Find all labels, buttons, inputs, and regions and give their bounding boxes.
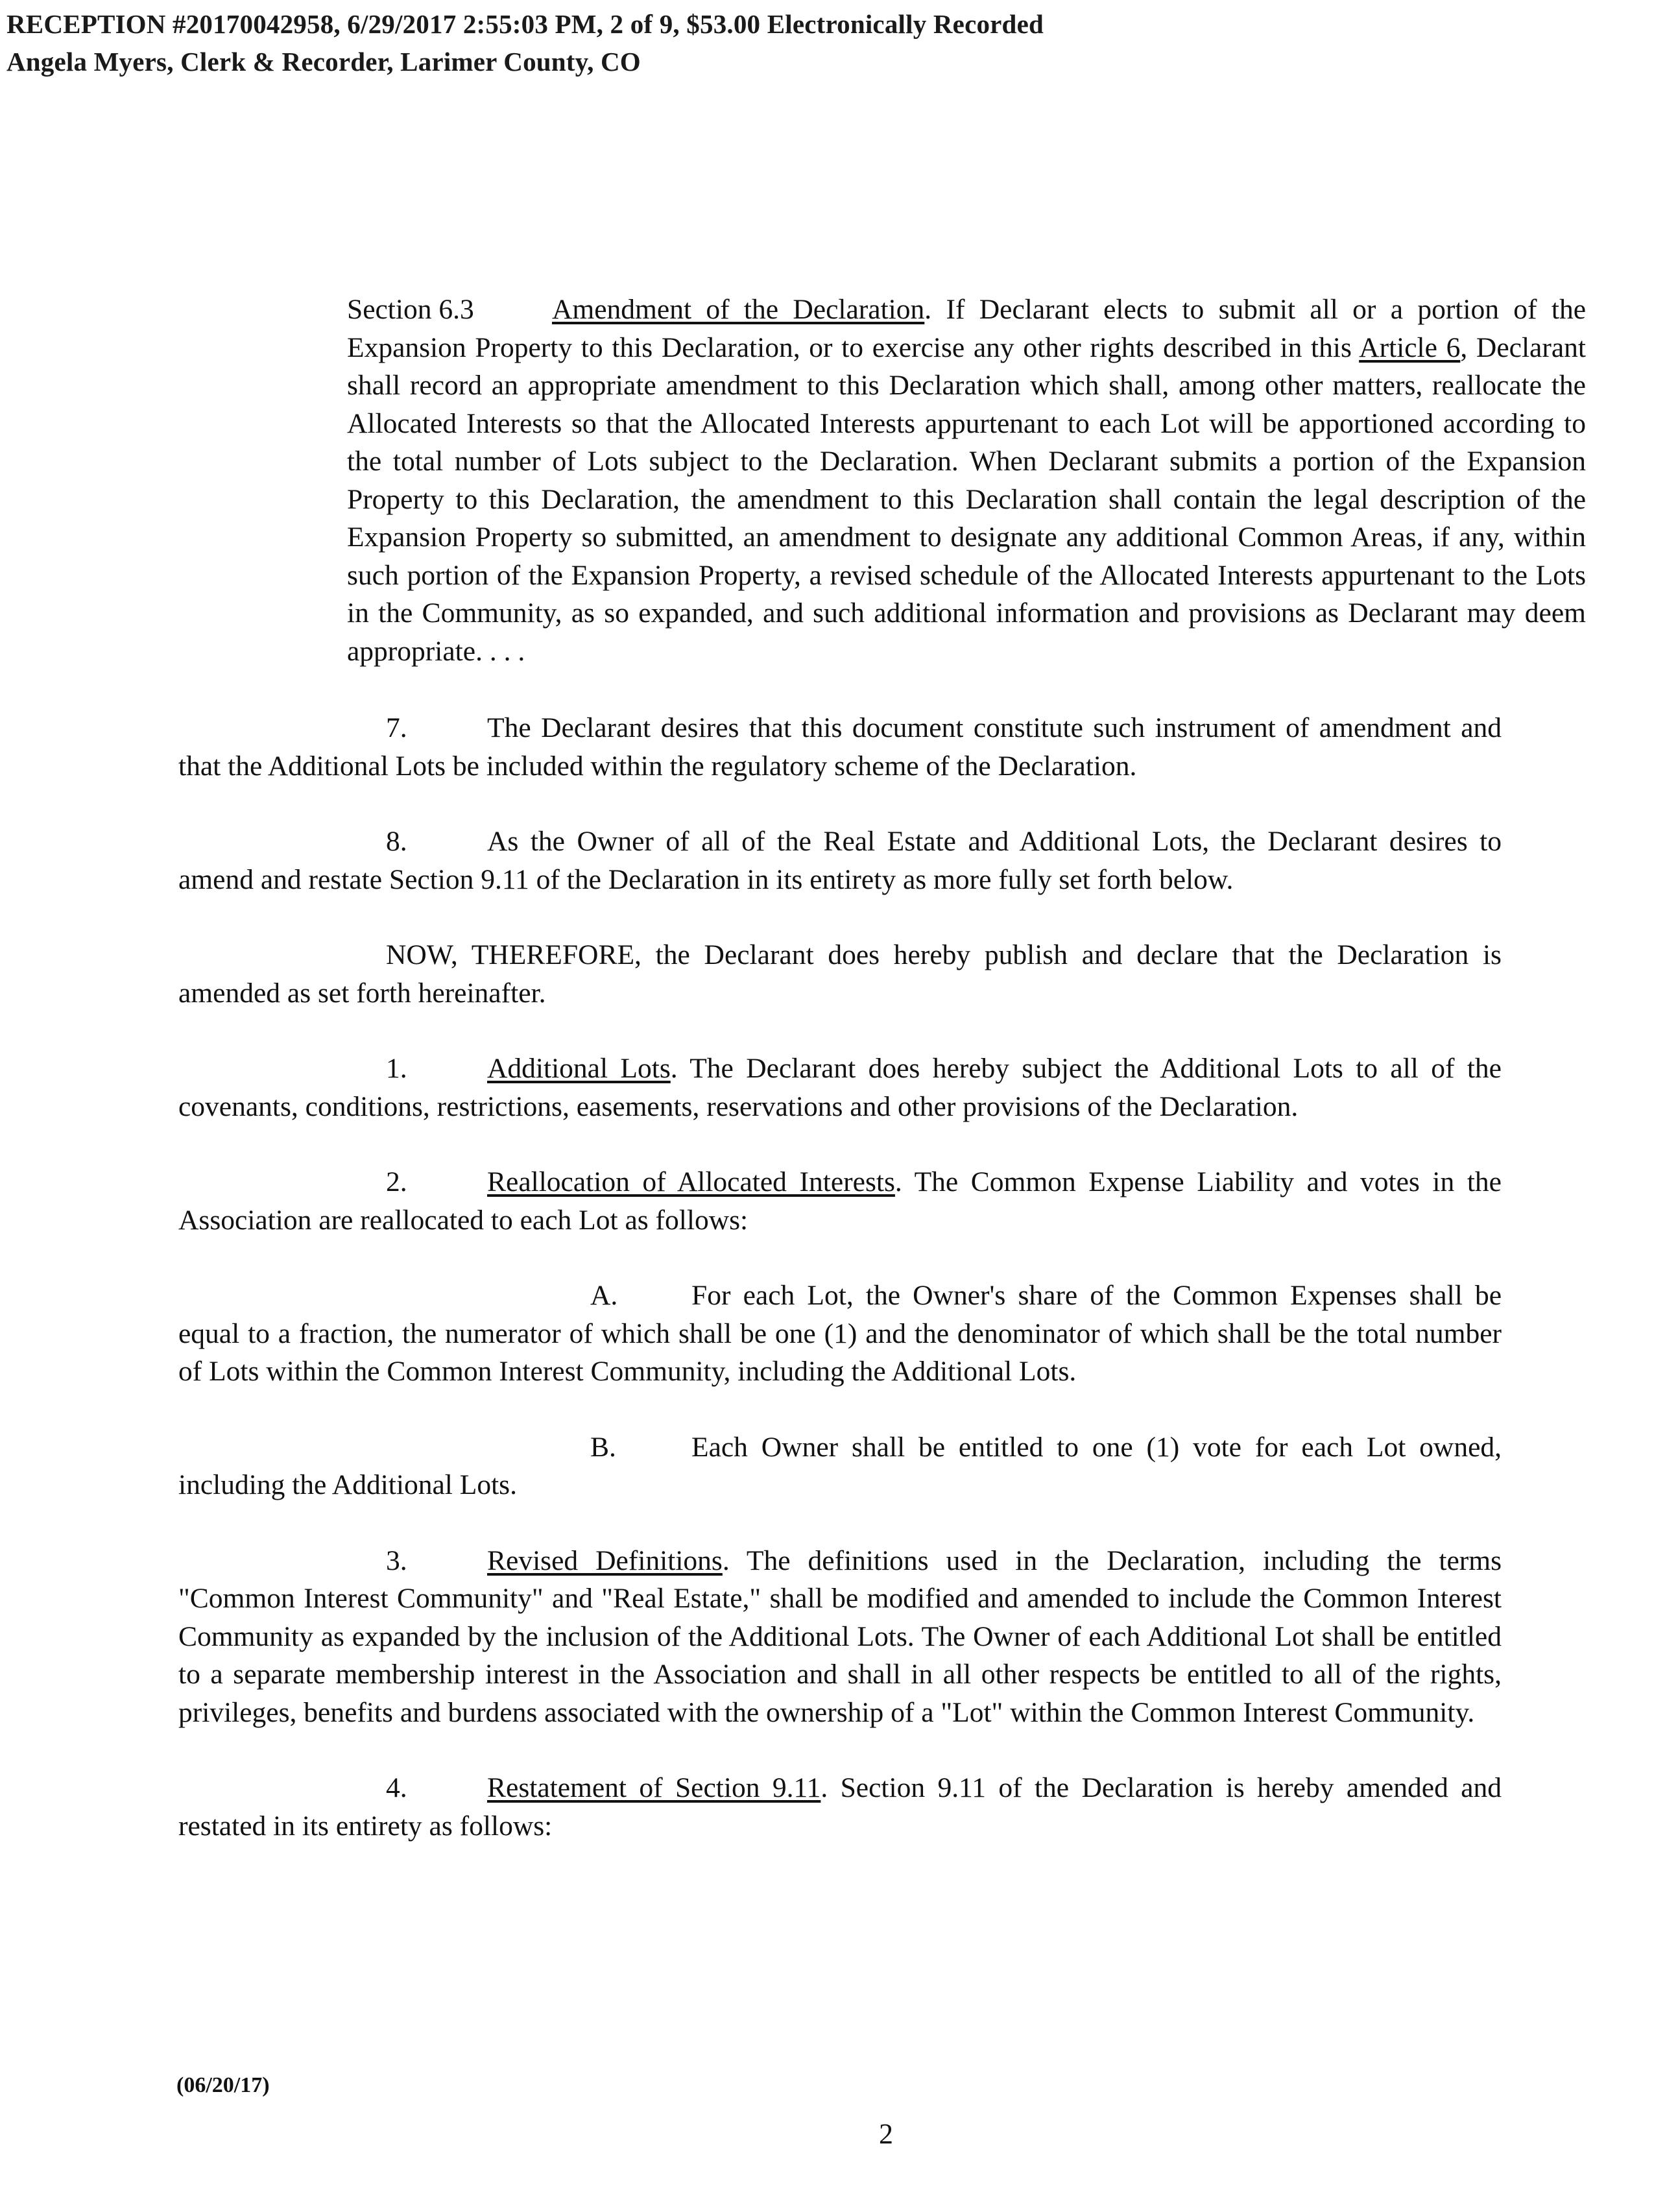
section-text-1: . If Declarant elects to submit all or a portion of the Expansion Property to this Declaration, or to exercise any other rights described in this <box>347 294 1587 363</box>
footer-date: (06/20/17) <box>176 2073 270 2097</box>
item-title: Revised Definitions <box>487 1545 723 1576</box>
section-text-2: , Declarant shall record an appropriate amendment to this Declaration which shall, among other matters, reallocate the Allocated Interests so that the Allocated Interests appurtenant to each Lot will be apportioned according to the total number of Lots subject to the Declaration. When Declarant submits a portion of the Expansion Property to this Declaration, the amendment to this Declaration shall contain the legal description of the Expansion Property so submitted, an amendment to designate any additional Common Areas, if any, within such portion of the Expansion Property, a revised schedule of the Allocated Interests appurtenant to the Lots in the Community, as so expanded, and such additional information and provisions as Declarant may deem appropriate. . . . <box>347 331 1586 667</box>
item-3-revised-definitions <box>178 1542 1502 1732</box>
recital-number: 7. <box>386 712 407 743</box>
page-number: 2 <box>879 2118 893 2150</box>
recital-text: As the Owner of all of the Real Estate and Additional Lots, the Declarant desires to amend and restate Section 9.11 of the Declaration in its entirety as more fully set forth below. <box>178 826 1502 895</box>
item-2a-common-expenses <box>178 1277 1502 1391</box>
item-text: . Section 9.11 of the Declaration is hereby amended and restated in its entirety as follows: <box>178 1772 1502 1842</box>
item-title: Additional Lots <box>487 1053 671 1084</box>
item-1-additional-lots <box>178 1050 1502 1125</box>
subitem-text: Each Owner shall be entitled to one (1) vote for each Lot owned, including the Additional Lots. <box>178 1431 1502 1500</box>
item-text: . The Declarant does hereby subject the Additional Lots to all of the covenants, conditions, restrictions, easements, reservations and other provisions of the Declaration. <box>178 1053 1502 1122</box>
now-therefore-clause <box>178 936 1502 1012</box>
recording-stamp-line-2: Angela Myers, Clerk & Recorder, Larimer County, CO <box>6 47 641 77</box>
recording-stamp <box>6 5 1044 80</box>
subitem-text: For each Lot, the Owner's share of the Common Expenses shall be equal to a fraction, the numerator of which shall be one (1) and the denominator of which shall be the total number of Lots within the Common Interest Community, including the Additional Lots. <box>178 1280 1502 1387</box>
item-text: . The definitions used in the Declaration, including the terms "Common Interest Community" and "Real Estate," shall be modified and amended to include the Common Interest Community as expanded by the inclusion of the Additional Lots. The Owner of each Additional Lot shall be entitled to a separate membership interest in the Association and shall in all other respects be entitled to all of the rights, privileges, benefits and burdens associated with the ownership of a "Lot" within the Common Interest Community. <box>178 1545 1502 1728</box>
subitem-letter: A. <box>590 1280 618 1311</box>
item-title: Restatement of Section 9.11 <box>487 1772 821 1803</box>
now-therefore-text: NOW, THEREFORE, the Declarant does hereby publish and declare that the Declaration is amended as set forth hereinafter. <box>178 939 1502 1009</box>
item-2-reallocation <box>178 1163 1502 1239</box>
article-6-reference: Article 6 <box>1359 331 1461 363</box>
recital-text: The Declarant desires that this document constitute such instrument of amendment and that the Additional Lots be included within the regulatory scheme of the Declaration. <box>178 712 1502 782</box>
recital-7 <box>178 709 1502 785</box>
recital-8 <box>178 823 1502 898</box>
recital-number: 8. <box>386 826 407 857</box>
quoted-section-6-3 <box>347 291 1586 670</box>
section-label: Section 6.3 <box>347 294 474 325</box>
item-2b-votes <box>178 1428 1502 1504</box>
document-body <box>178 291 1587 1882</box>
subitem-letter: B. <box>590 1431 616 1463</box>
item-4-restatement <box>178 1769 1502 1845</box>
item-number: 4. <box>386 1772 407 1803</box>
item-title: Reallocation of Allocated Interests <box>487 1166 895 1197</box>
item-number: 1. <box>386 1053 407 1084</box>
item-number: 3. <box>386 1545 407 1576</box>
recording-stamp-line-1: RECEPTION #20170042958, 6/29/2017 2:55:03 PM, 2 of 9, $53.00 Electronically Recorded <box>6 9 1044 39</box>
section-title: Amendment of the Declaration <box>552 294 925 325</box>
item-number: 2. <box>386 1166 407 1197</box>
item-text: . The Common Expense Liability and votes in the Association are reallocated to each Lot as follows: <box>178 1166 1502 1236</box>
